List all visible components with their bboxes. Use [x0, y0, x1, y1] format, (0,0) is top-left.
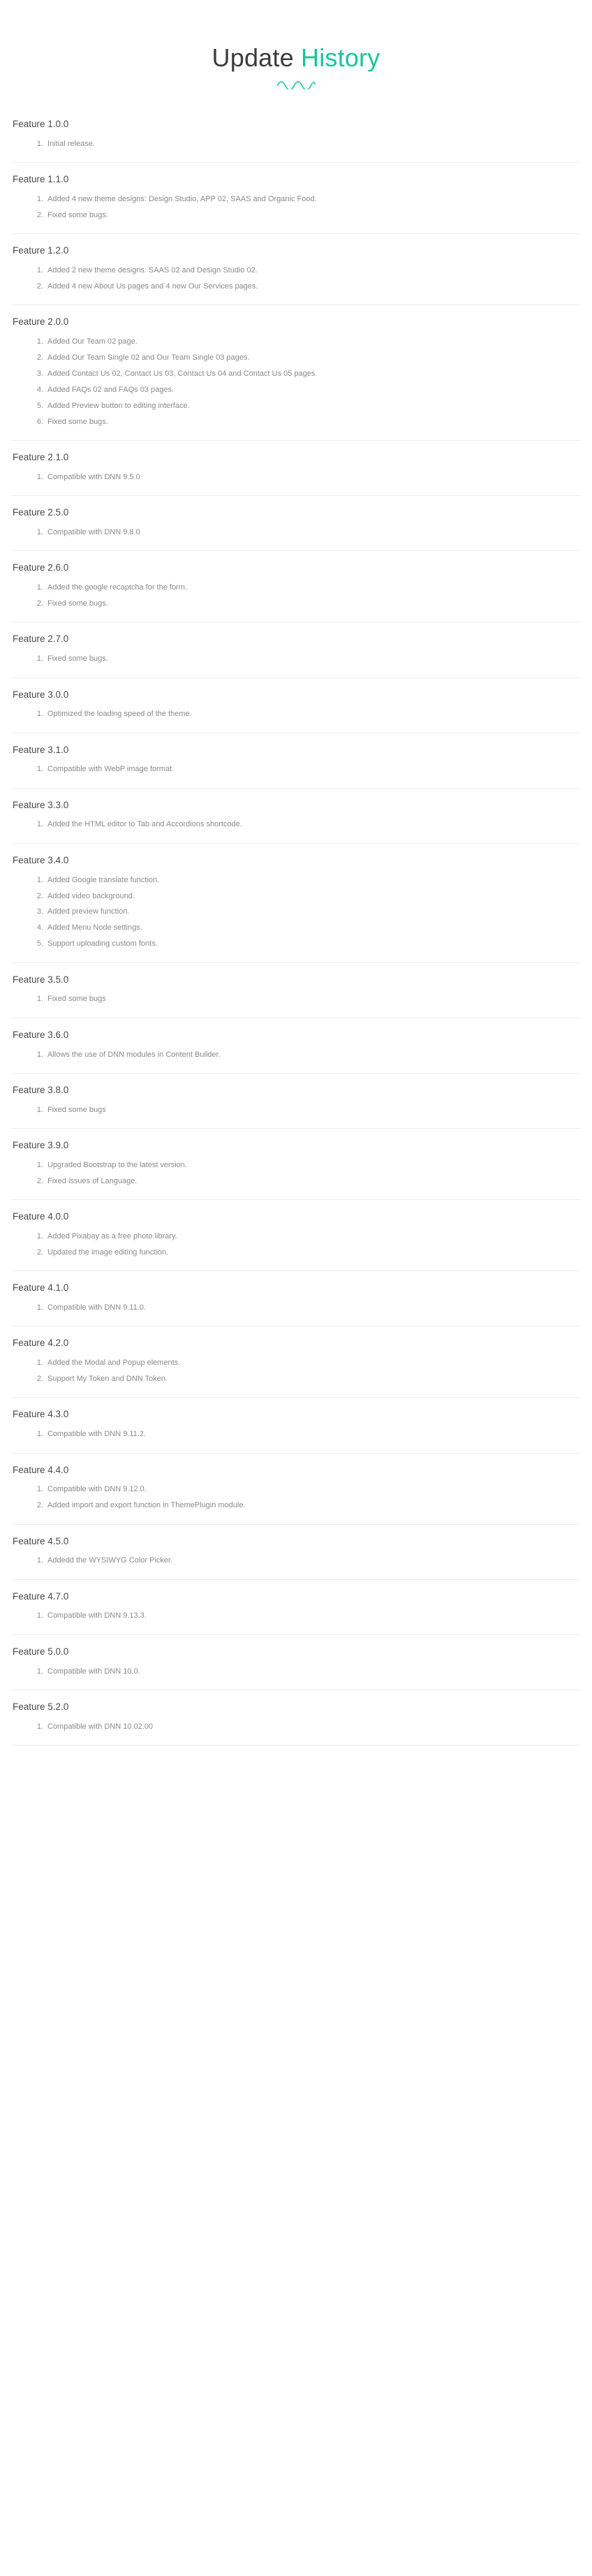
- release-title: Feature 5.0.0: [13, 1646, 69, 1657]
- release-entry: [13, 1635, 579, 1690]
- release-change-item: Added Contact Us 02, Contact Us 03, Contact Us 04 and Contact Us 05 pages.: [47, 369, 318, 378]
- release-list: [0, 96, 592, 1773]
- release-change-item: Added Preview button to editing interface.: [47, 401, 190, 410]
- release-change-list: [13, 1047, 579, 1063]
- release-change-list: [13, 263, 579, 295]
- release-change-list: [13, 707, 579, 723]
- release-change-list: [13, 1482, 579, 1514]
- release-change-list: [13, 652, 579, 668]
- release-change-item: Added preview function.: [47, 907, 130, 916]
- page-title: [0, 43, 592, 73]
- release-title: Feature 4.7.0: [13, 1590, 69, 1602]
- release-title: Feature 3.5.0: [13, 974, 69, 985]
- release-entry: [13, 789, 579, 844]
- release-change-list: [13, 1664, 579, 1680]
- release-change-list: [13, 872, 579, 953]
- release-change-item: Compatible with DNN 9.5.0: [47, 472, 140, 481]
- release-entry: [13, 551, 579, 622]
- release-entry: [13, 1074, 579, 1129]
- release-entry: [13, 1200, 579, 1271]
- release-title: Feature 2.0.0: [13, 316, 69, 328]
- squiggle-divider-icon: [276, 80, 316, 89]
- release-entry: [13, 1129, 579, 1200]
- release-change-list: [13, 469, 579, 485]
- release-title: Feature 3.6.0: [13, 1029, 69, 1040]
- release-change-item: Compatible with DNN 9.13.3.: [47, 1611, 147, 1620]
- release-change-list: [13, 1356, 579, 1388]
- release-change-item: Compatible with DNN 9.11.0.: [47, 1303, 147, 1312]
- release-change-item: Fixed some bugs.: [47, 599, 108, 608]
- release-title: Feature 1.2.0: [13, 245, 69, 256]
- release-change-list: [13, 1719, 579, 1735]
- release-change-list: [13, 1229, 579, 1261]
- release-title: Feature 2.5.0: [13, 507, 69, 518]
- release-entry: [13, 496, 579, 551]
- page-title-accent: History: [301, 43, 380, 72]
- release-change-list: [13, 762, 579, 778]
- release-title: Feature 4.1.0: [13, 1282, 69, 1294]
- release-change-list: [13, 1102, 579, 1118]
- release-change-item: Upgraded Bootstrap to the latest version.: [47, 1160, 187, 1169]
- page-header: [0, 0, 592, 96]
- release-entry: [13, 733, 579, 789]
- release-change-item: Added the HTML editor to Tab and Accordions shortcode.: [47, 820, 242, 829]
- release-change-item: Added the google recaptcha for the form.: [47, 583, 187, 592]
- release-entry: [13, 1690, 579, 1746]
- release-change-list: [13, 1157, 579, 1190]
- release-entry: [13, 1398, 579, 1453]
- release-change-item: Compatible with DNN 10.02.00: [47, 1722, 154, 1731]
- release-change-item: Fixed issues of Language.: [47, 1176, 138, 1185]
- release-title: Feature 3.4.0: [13, 854, 69, 865]
- release-entry: [13, 1580, 579, 1635]
- release-change-item: Fixed some bugs.: [47, 654, 108, 664]
- release-entry: [13, 163, 579, 234]
- release-title: Feature 1.0.0: [13, 119, 69, 129]
- release-change-item: Fixed some bugs: [47, 1105, 106, 1114]
- release-entry: [13, 115, 579, 163]
- release-change-item: Fixed some bugs.: [47, 210, 108, 219]
- release-change-item: Compatible with DNN 9.11.2.: [47, 1430, 147, 1439]
- release-title: Feature 2.1.0: [13, 452, 69, 463]
- release-entry: [13, 1271, 579, 1326]
- release-change-item: Compatible with WebP image format.: [47, 765, 175, 774]
- release-title: Feature 1.1.0: [13, 174, 69, 185]
- release-title: Feature 5.2.0: [13, 1702, 69, 1712]
- release-change-list: [13, 525, 579, 541]
- release-change-item: Fixed some bugs.: [47, 417, 108, 426]
- release-entry: [13, 1018, 579, 1074]
- release-title: Feature 3.9.0: [13, 1140, 69, 1151]
- release-title: Feature 2.6.0: [13, 562, 69, 573]
- release-change-list: [13, 1427, 579, 1443]
- release-entry: [13, 234, 579, 305]
- release-change-item: Optimized the loading speed of the theme.: [47, 710, 192, 719]
- release-change-item: Added Google translate function.: [47, 875, 160, 884]
- release-change-item: Added Our Team 02 page.: [47, 337, 138, 346]
- release-change-item: Compatible with DNN 9.8.0: [47, 527, 140, 536]
- release-change-item: Allows the use of DNN modules in Content Builder.: [47, 1050, 221, 1059]
- release-change-item: Support uploading custom fonts.: [47, 939, 158, 949]
- release-change-list: [13, 580, 579, 613]
- release-change-list: [13, 817, 579, 833]
- release-entry: [13, 1525, 579, 1580]
- release-change-list: [13, 1553, 579, 1569]
- release-change-item: Fixed some bugs: [47, 995, 106, 1004]
- release-entry: [13, 963, 579, 1018]
- release-entry: [13, 305, 579, 441]
- release-title: Feature 3.3.0: [13, 799, 69, 810]
- release-change-item: Added 4 new theme designs: Design Studio, APP 02, SAAS and Organic Food.: [47, 194, 317, 203]
- release-entry: [13, 1454, 579, 1525]
- release-title: Feature 4.5.0: [13, 1535, 69, 1546]
- release-change-item: Compatible with DNN 10.0.: [47, 1667, 140, 1676]
- release-change-item: Added Our Team Single 02 and Our Team Single 03 pages.: [47, 353, 250, 362]
- release-title: Feature 2.7.0: [13, 634, 69, 645]
- release-entry: [13, 1326, 579, 1398]
- release-entry: [13, 622, 579, 678]
- release-change-list: [13, 334, 579, 430]
- release-change-item: Added video background.: [47, 891, 135, 900]
- release-title: Feature 3.1.0: [13, 744, 69, 755]
- release-title: Feature 4.0.0: [13, 1211, 69, 1222]
- release-change-item: Added the Modal and Popup elements.: [47, 1359, 181, 1368]
- release-change-item: Compatible with DNN 9.12.0.: [47, 1485, 147, 1494]
- release-entry: [13, 844, 579, 963]
- release-change-item: Added import and export function in ThemePlugin module.: [47, 1501, 246, 1510]
- release-title: Feature 4.3.0: [13, 1409, 69, 1420]
- release-change-item: Updated the image editing function.: [47, 1247, 169, 1257]
- release-change-list: [13, 191, 579, 224]
- release-entry: [13, 678, 579, 733]
- release-change-item: Added Menu Node settings.: [47, 923, 142, 932]
- release-change-item: Initial release.: [47, 139, 95, 148]
- release-change-item: Added 4 new About Us pages and 4 new Our Services pages.: [47, 281, 258, 291]
- release-change-list: [13, 136, 579, 152]
- release-change-item: Support My Token and DNN Token.: [47, 1375, 168, 1383]
- release-change-item: Addedd the WYSIWYG Color Picker.: [47, 1556, 173, 1565]
- page-title-main: Update: [212, 43, 302, 72]
- release-change-list: [13, 992, 579, 1008]
- release-change-list: [13, 1609, 579, 1625]
- release-title: Feature 4.4.0: [13, 1464, 69, 1475]
- release-title: Feature 4.2.0: [13, 1338, 69, 1349]
- release-change-list: [13, 1300, 579, 1316]
- release-change-item: Added 2 new theme designs: SAAS 02 and Design Studio 02.: [47, 265, 258, 275]
- release-change-item: Added Pixabay as a free photo library.: [47, 1231, 177, 1241]
- release-entry: [13, 441, 579, 496]
- release-title: Feature 3.8.0: [13, 1085, 69, 1095]
- release-change-item: Added FAQs 02 and FAQs 03 pages.: [47, 385, 175, 394]
- release-title: Feature 3.0.0: [13, 689, 69, 700]
